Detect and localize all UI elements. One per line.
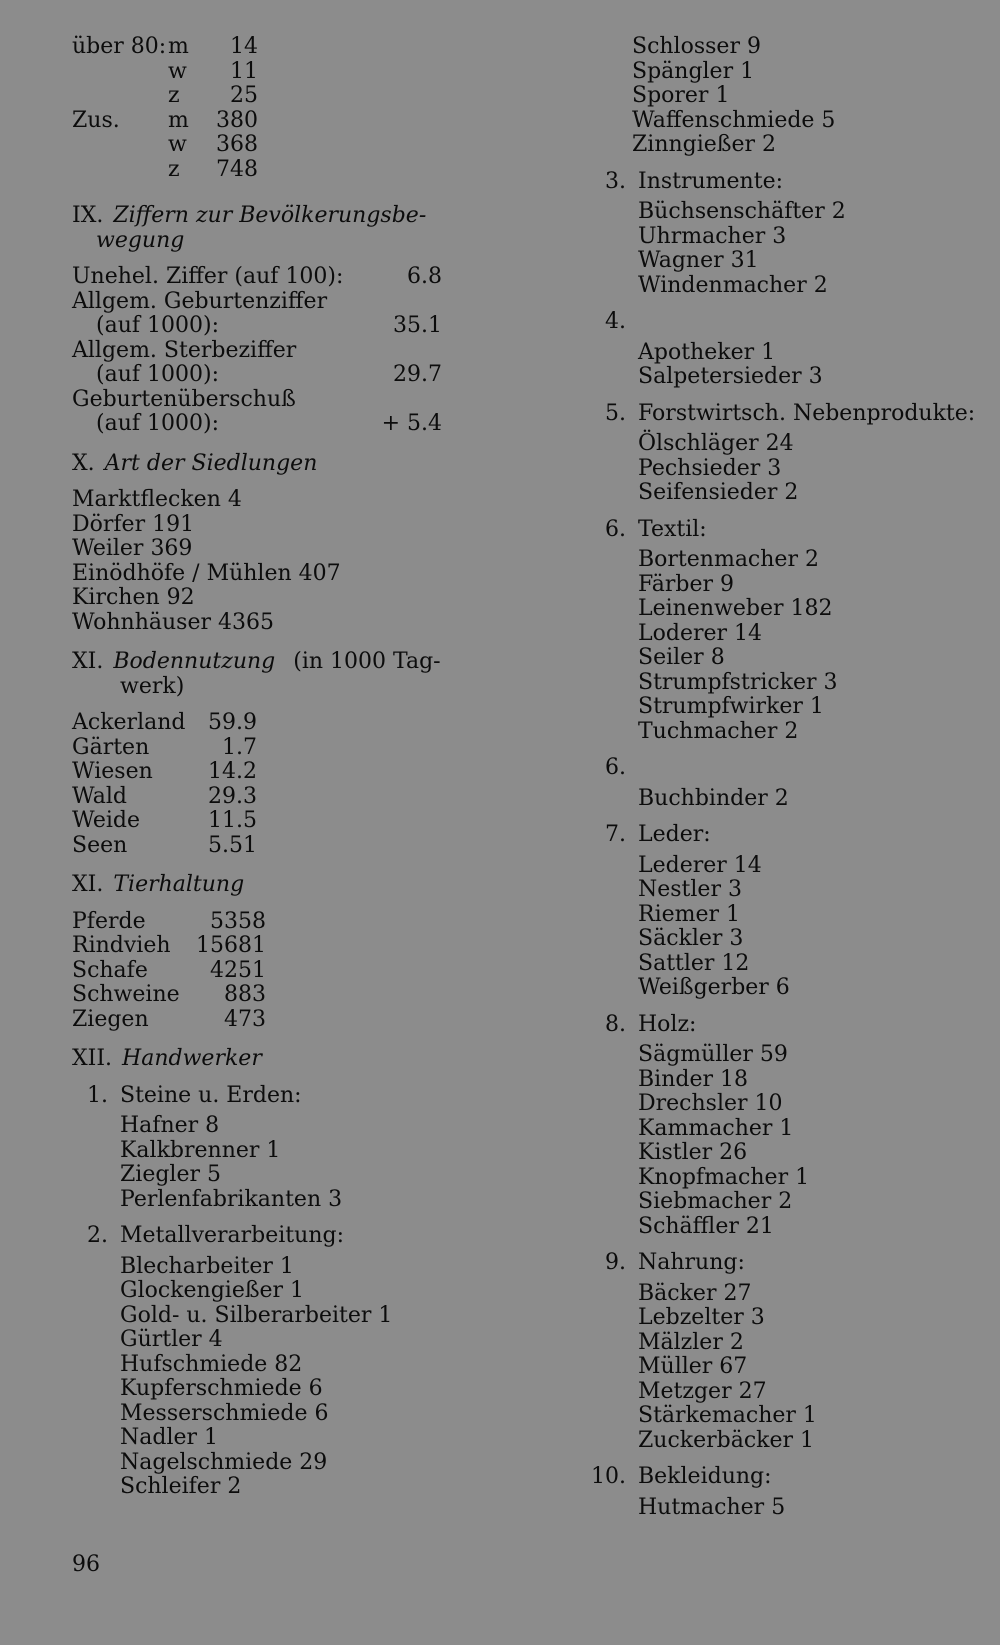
craft-group-heading xyxy=(590,1251,990,1276)
rate-value: 6.8 xyxy=(407,264,442,289)
craft-item: Ziegler 5 xyxy=(120,1162,221,1187)
craft-group-title: Steine u. Erden: xyxy=(120,1082,302,1108)
land-value: 14.2 xyxy=(208,759,257,784)
craft-group-title: Holz: xyxy=(638,1011,697,1037)
craft-group-number: 1. xyxy=(87,1082,108,1108)
land-row xyxy=(72,834,452,859)
stats-label xyxy=(72,84,168,109)
craft-list xyxy=(590,432,990,506)
craft-item: Spängler 1 xyxy=(632,58,755,84)
craft-item: Lebzelter 3 xyxy=(638,1305,765,1330)
craft-item: Schlosser 9 xyxy=(632,34,761,59)
craft-list xyxy=(590,854,990,1001)
craft-item: Drechsler 10 xyxy=(638,1091,783,1116)
craft-item: Hafner 8 xyxy=(120,1113,220,1138)
craft-item: Bäcker 27 xyxy=(638,1280,752,1306)
stats-value: 368 xyxy=(216,132,258,157)
animal-row xyxy=(72,1008,452,1033)
left-column xyxy=(72,35,452,1500)
craft-item: Seiler 8 xyxy=(638,645,725,670)
stats-sex: z xyxy=(168,156,180,182)
craft-group-number: 2. xyxy=(87,1223,108,1248)
craft-item: Leinenweber 182 xyxy=(638,596,833,621)
craft-group-title: Leder: xyxy=(638,822,711,847)
section-xi-heading xyxy=(72,873,452,898)
section-number: IX. xyxy=(72,203,104,228)
section-title: Ziffern zur Bevölkerungsbe- xyxy=(113,203,427,228)
land-name: Gärten xyxy=(72,734,150,760)
craft-item: Blecharbeiter 1 xyxy=(120,1253,294,1279)
craft-list xyxy=(72,1255,452,1500)
craft-group-title: Instrumente: xyxy=(638,168,783,194)
craft-group xyxy=(590,310,990,390)
section-ix-heading xyxy=(72,204,452,229)
land-name: Weide xyxy=(72,808,140,833)
craft-item: Windenmacher 2 xyxy=(638,272,828,298)
craft-item: Riemer 1 xyxy=(638,901,741,927)
craft-item: Ölschläger 24 xyxy=(638,431,794,456)
section-number: XI. xyxy=(72,872,104,897)
stats-value: 748 xyxy=(216,156,258,182)
settlement-item: Marktflecken 4 xyxy=(72,487,242,512)
craft-group xyxy=(590,823,990,1001)
section-x-heading xyxy=(72,452,452,477)
animal-name: Pferde xyxy=(72,908,146,934)
craft-item: Gürtler 4 xyxy=(120,1327,223,1352)
craft-item: Loderer 14 xyxy=(638,620,762,646)
craft-item: Waffenschmiede 5 xyxy=(632,107,836,133)
section-title: Bodennutzung xyxy=(113,649,276,674)
craft-group xyxy=(72,1224,452,1500)
craft-item: Binder 18 xyxy=(638,1066,748,1092)
section-ix xyxy=(72,204,452,437)
craft-item: Kupferschmiede 6 xyxy=(120,1376,323,1401)
craft-item: Kammacher 1 xyxy=(638,1115,794,1141)
section-title-suffix: (in 1000 Tag- xyxy=(293,649,441,674)
craft-group-heading xyxy=(72,1084,452,1109)
land-value: 5.51 xyxy=(208,832,257,858)
rate-row xyxy=(72,363,442,388)
craft-group-heading xyxy=(590,518,990,543)
land-name: Seen xyxy=(72,832,128,858)
craft-item: Hufschmiede 82 xyxy=(120,1351,303,1377)
craft-item: Uhrmacher 3 xyxy=(638,223,787,249)
craft-list xyxy=(590,1282,990,1454)
craft-item: Salpetersieder 3 xyxy=(638,364,823,389)
animal-value: 883 xyxy=(224,982,266,1007)
rate-value: 29.7 xyxy=(393,362,442,387)
section-number: X. xyxy=(72,450,95,476)
rate-row xyxy=(72,412,442,437)
settlement-item: Dörfer 191 xyxy=(72,511,195,537)
craft-list xyxy=(590,1496,990,1521)
animal-row xyxy=(72,983,452,1008)
stats-label: über 80: xyxy=(72,34,167,59)
craft-group-heading xyxy=(590,402,990,427)
craft-item: Nestler 3 xyxy=(638,877,742,902)
rate-label: Geburtenüberschuß xyxy=(72,386,296,412)
craft-group-number: 5. xyxy=(605,400,626,426)
animal-row xyxy=(72,959,452,984)
craft-list xyxy=(590,341,990,390)
craft-group-number: 4. xyxy=(605,309,626,334)
craft-group-number: 3. xyxy=(605,168,626,194)
craft-group xyxy=(72,1084,452,1213)
animal-name: Rindvieh xyxy=(72,933,171,958)
craft-item: Zuckerbäcker 1 xyxy=(638,1427,815,1453)
craft-item: Müller 67 xyxy=(638,1354,748,1379)
stats-sex: w xyxy=(168,132,187,157)
section-xi-heading xyxy=(72,650,452,675)
craft-item: Nadler 1 xyxy=(120,1425,219,1450)
animal-value: 15681 xyxy=(196,933,266,958)
settlement-item: Wohnhäuser 4365 xyxy=(72,609,274,635)
section-title: Handwerker xyxy=(122,1046,262,1071)
animal-row xyxy=(72,934,452,959)
land-name: Wald xyxy=(72,783,127,809)
section-number: XI. xyxy=(72,649,104,674)
section-xi-land xyxy=(72,650,452,858)
craft-item: Lederer 14 xyxy=(638,852,762,878)
settlement-item: Einödhöfe / Mühlen 407 xyxy=(72,560,341,586)
stats-value: 11 xyxy=(230,58,258,84)
craft-item: Büchsenschäfter 2 xyxy=(638,199,846,224)
section-number: XII. xyxy=(72,1046,113,1071)
stats-value: 380 xyxy=(216,107,258,133)
craft-list xyxy=(72,1114,452,1212)
stats-row xyxy=(72,158,452,183)
craft-list xyxy=(590,548,990,744)
craft-group-number: 9. xyxy=(605,1250,626,1275)
rate-value: + 5.4 xyxy=(381,411,442,436)
stats-value: 25 xyxy=(230,83,258,108)
stats-row xyxy=(72,109,452,134)
animal-value: 4251 xyxy=(210,957,266,983)
section-title-suffix-cont: werk) xyxy=(120,673,185,699)
stats-row xyxy=(72,35,452,60)
rate-value: 35.1 xyxy=(393,313,442,338)
rate-label: Allgem. Geburtenziffer xyxy=(72,288,328,314)
rate-row xyxy=(72,314,442,339)
craft-group-title: Metallverarbeitung: xyxy=(120,1223,344,1248)
stats-row xyxy=(72,84,452,109)
stats-sex: w xyxy=(168,58,187,84)
stats-row xyxy=(72,60,452,85)
craft-item: Seifensieder 2 xyxy=(638,480,799,505)
animal-name: Schweine xyxy=(72,982,180,1007)
craft-item: Messerschmiede 6 xyxy=(120,1400,329,1426)
craft-item: Schleifer 2 xyxy=(120,1474,242,1499)
craft-group-heading xyxy=(590,1013,990,1038)
section-xi-animals xyxy=(72,873,452,1032)
age-stats xyxy=(72,35,452,182)
craft-item: Kalkbrenner 1 xyxy=(120,1137,281,1163)
craft-item: Metzger 27 xyxy=(638,1378,767,1404)
animal-name: Ziegen xyxy=(72,1006,149,1032)
craft-list xyxy=(590,1043,990,1239)
rate-label-cont: (auf 1000): xyxy=(96,411,219,436)
animal-name: Schafe xyxy=(72,957,148,983)
stats-sex: z xyxy=(168,83,180,108)
page-number: 96 xyxy=(72,1552,100,1577)
animal-row xyxy=(72,910,452,935)
craft-item: Strumpfwirker 1 xyxy=(638,694,824,719)
stats-row xyxy=(72,133,452,158)
craft-group-heading xyxy=(72,1224,452,1249)
craft-list xyxy=(590,200,990,298)
craft-item: Mälzler 2 xyxy=(638,1329,744,1355)
land-row xyxy=(72,736,452,761)
right-column xyxy=(590,35,990,1520)
craft-group-number: 6. xyxy=(605,516,626,542)
craft-item: Kistler 26 xyxy=(638,1140,748,1165)
craft-group-heading xyxy=(590,756,990,781)
section-x xyxy=(72,452,452,636)
land-row xyxy=(72,785,452,810)
craft-group-heading xyxy=(590,1465,990,1490)
craft-item: Weißgerber 6 xyxy=(638,975,790,1000)
craft-group xyxy=(590,1465,990,1520)
craft-group-title: Bekleidung: xyxy=(638,1464,772,1489)
craft-item: Buchbinder 2 xyxy=(638,785,789,811)
craft-group-number: 10. xyxy=(591,1464,626,1489)
craft-item: Sattler 12 xyxy=(638,950,750,976)
rate-row xyxy=(72,265,442,290)
craft-item: Gold- u. Silberarbeiter 1 xyxy=(120,1302,393,1328)
craft-item: Hutmacher 5 xyxy=(638,1494,786,1520)
craft-group xyxy=(590,756,990,811)
settlement-item: Kirchen 92 xyxy=(72,585,195,610)
craft-group-number: 7. xyxy=(605,822,626,847)
craft-group-number: 6. xyxy=(605,755,626,780)
craft-item: Siebmacher 2 xyxy=(638,1189,793,1214)
craft-group-title: Textil: xyxy=(638,516,707,542)
section-title: Tierhaltung xyxy=(113,872,245,897)
stats-sex: m xyxy=(168,34,189,59)
animal-value: 5358 xyxy=(210,908,266,934)
craft-item: Pechsieder 3 xyxy=(638,455,782,481)
land-row xyxy=(72,760,452,785)
craft-item: Perlenfabrikanten 3 xyxy=(120,1186,343,1212)
craft-group xyxy=(590,518,990,745)
craft-item: Bortenmacher 2 xyxy=(638,547,819,572)
craft-item: Nagelschmiede 29 xyxy=(120,1449,328,1475)
land-name: Ackerland xyxy=(72,710,186,735)
section-title-cont: wegung xyxy=(96,227,185,253)
land-value: 59.9 xyxy=(208,710,257,735)
craft-item: Apotheker 1 xyxy=(638,339,776,365)
land-value: 1.7 xyxy=(222,734,257,760)
section-xii xyxy=(72,1047,452,1500)
craft-group-title: Forstwirtsch. Nebenprodukte: xyxy=(638,400,976,426)
land-value: 11.5 xyxy=(208,808,257,833)
craft-item: Stärkemacher 1 xyxy=(638,1403,817,1428)
craft-item: Glockengießer 1 xyxy=(120,1278,305,1303)
craft-item: Tuchmacher 2 xyxy=(638,718,799,744)
land-row xyxy=(72,711,452,736)
craft-item: Zinngießer 2 xyxy=(632,132,777,157)
rate-label: Allgem. Sterbeziffer xyxy=(72,337,297,363)
rate-label: Unehel. Ziffer (auf 100): xyxy=(72,264,344,289)
settlement-item: Weiler 369 xyxy=(72,536,193,561)
craft-group xyxy=(590,402,990,506)
craft-item: Sporer 1 xyxy=(632,83,730,108)
craft-group-number: 8. xyxy=(605,1011,626,1037)
craft-group-heading xyxy=(590,310,990,335)
stats-label xyxy=(72,60,168,85)
stats-label xyxy=(72,158,168,183)
land-row xyxy=(72,809,452,834)
craft-group-heading xyxy=(590,823,990,848)
rate-label-cont: (auf 1000): xyxy=(96,313,219,338)
craft-item: Säckler 3 xyxy=(638,926,744,951)
rate-label-cont: (auf 1000): xyxy=(96,362,219,387)
craft-item: Färber 9 xyxy=(638,571,735,597)
craft-group xyxy=(590,1013,990,1240)
land-name: Wiesen xyxy=(72,759,153,784)
section-xii-heading xyxy=(72,1047,452,1072)
craft-item: Strumpfstricker 3 xyxy=(638,669,838,695)
craft-group-title: Nahrung: xyxy=(638,1250,745,1275)
craft-item: Sägmüller 59 xyxy=(638,1042,788,1067)
continued-items xyxy=(590,35,990,158)
craft-item: Schäffler 21 xyxy=(638,1213,774,1239)
craft-group xyxy=(590,170,990,299)
craft-group xyxy=(590,1251,990,1453)
animal-value: 473 xyxy=(224,1006,266,1032)
stats-value: 14 xyxy=(230,34,258,59)
craft-item: Wagner 31 xyxy=(638,248,759,273)
craft-item: Knopfmacher 1 xyxy=(638,1164,810,1190)
land-value: 29.3 xyxy=(208,783,257,809)
craft-group-heading xyxy=(590,170,990,195)
stats-label: Zus. xyxy=(72,107,120,133)
stats-label xyxy=(72,133,168,158)
section-title: Art der Siedlungen xyxy=(104,450,318,476)
stats-sex: m xyxy=(168,107,189,133)
craft-list xyxy=(590,787,990,812)
